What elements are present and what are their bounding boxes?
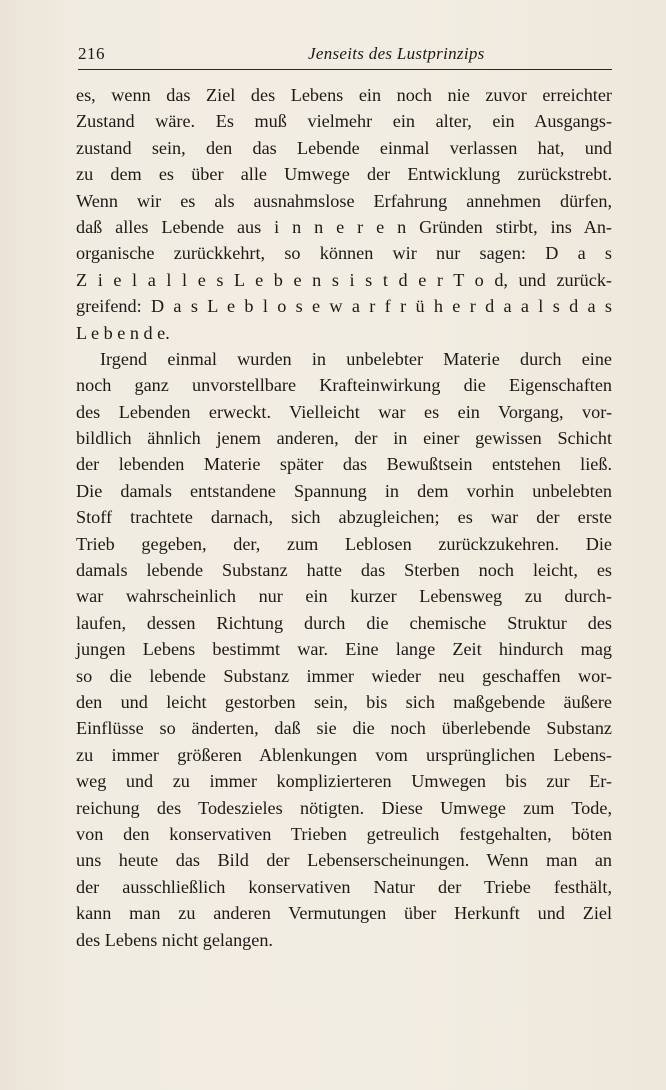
text-line: daß alles Lebende aus i n n e r e n Gründen stirbt, ins An- bbox=[76, 216, 612, 237]
text-line: zustand sein, den das Lebende einmal verlassen hat, und bbox=[76, 137, 612, 158]
text-line: reichung des Todeszieles nötigten. Diese Umwege zum Tode, bbox=[76, 797, 612, 818]
text-line: war wahrscheinlich nur ein kurzer Lebensweg zu durch- bbox=[76, 586, 612, 607]
text-line: damals lebende Substanz hatte das Sterben noch leicht, es bbox=[76, 560, 612, 581]
text-line: des Lebens nicht gelangen. bbox=[76, 929, 273, 950]
text-line: greifend: D a s L e b l o s e w a r f r ü h e r d a a l s d a s bbox=[76, 296, 612, 317]
text-line: Wenn wir es als ausnahmslose Erfahrung annehmen dürfen, bbox=[76, 190, 612, 211]
page-number: 216 bbox=[78, 44, 105, 63]
text-line: Stoff trachtete darnach, sich abzugleichen; es war der erste bbox=[76, 507, 612, 528]
text-line: weg und zu immer komplizierteren Umwegen bis zur Er- bbox=[76, 771, 612, 792]
text-line: laufen, dessen Richtung durch die chemische Struktur des bbox=[76, 612, 612, 633]
text-line: zu immer größeren Ablenkungen vom ursprünglichen Lebens- bbox=[76, 744, 612, 765]
text-line: organische zurückkehrt, so können wir nur sagen: D a s bbox=[76, 243, 612, 264]
text-line: L e b e n d e. bbox=[76, 322, 170, 343]
text-line: Die damals entstandene Spannung in dem vorhin unbelebten bbox=[76, 480, 612, 501]
text-line: Zustand wäre. Es muß vielmehr ein alter, ein Ausgangs- bbox=[76, 111, 612, 132]
text-line: Trieb gegeben, der, zum Leblosen zurückzukehren. Die bbox=[76, 533, 612, 554]
header-rule bbox=[78, 69, 612, 70]
text-line: uns heute das Bild der Lebenserscheinungen. Wenn man an bbox=[76, 850, 612, 871]
text-line: zu dem es über alle Umwege der Entwicklung zurückstrebt. bbox=[76, 164, 612, 185]
text-line: noch ganz unvorstellbare Krafteinwirkung die Eigenschaften bbox=[76, 375, 612, 396]
text-line: kann man zu anderen Vermutungen über Herkunft und Ziel bbox=[76, 903, 612, 924]
running-title: Jenseits des Lustprinzips bbox=[308, 44, 485, 63]
text-line: Einflüsse so änderten, daß sie die noch überlebende Substanz bbox=[76, 718, 612, 739]
page-header bbox=[78, 44, 610, 64]
text-line: des Lebenden erweckt. Vielleicht war es ein Vorgang, vor- bbox=[76, 401, 612, 422]
text-line: es, wenn das Ziel des Lebens ein noch nie zuvor erreichter bbox=[76, 85, 612, 105]
text-line: bildlich ähnlich jenem anderen, der in einer gewissen Schicht bbox=[76, 428, 612, 449]
text-line: den und leicht gestorben sein, bis sich maßgebende äußere bbox=[76, 691, 612, 712]
text-line: jungen Lebens bestimmt war. Eine lange Zeit hindurch mag bbox=[76, 639, 612, 660]
text-line: der lebenden Materie später das Bewußtsein entstehen ließ. bbox=[76, 454, 612, 475]
text-line: der ausschließlich konservativen Natur der Triebe festhält, bbox=[76, 876, 612, 897]
body-text bbox=[76, 82, 612, 953]
text-line: so die lebende Substanz immer wieder neu geschaffen wor- bbox=[76, 665, 612, 686]
text-line: Z i e l a l l e s L e b e n s i s t d e r T o d, und zurück- bbox=[76, 269, 612, 290]
text-line: von den konservativen Trieben getreulich festgehalten, böten bbox=[76, 823, 612, 844]
paragraph-start-line: Irgend einmal wurden in unbelebter Materie durch eine bbox=[100, 348, 612, 369]
